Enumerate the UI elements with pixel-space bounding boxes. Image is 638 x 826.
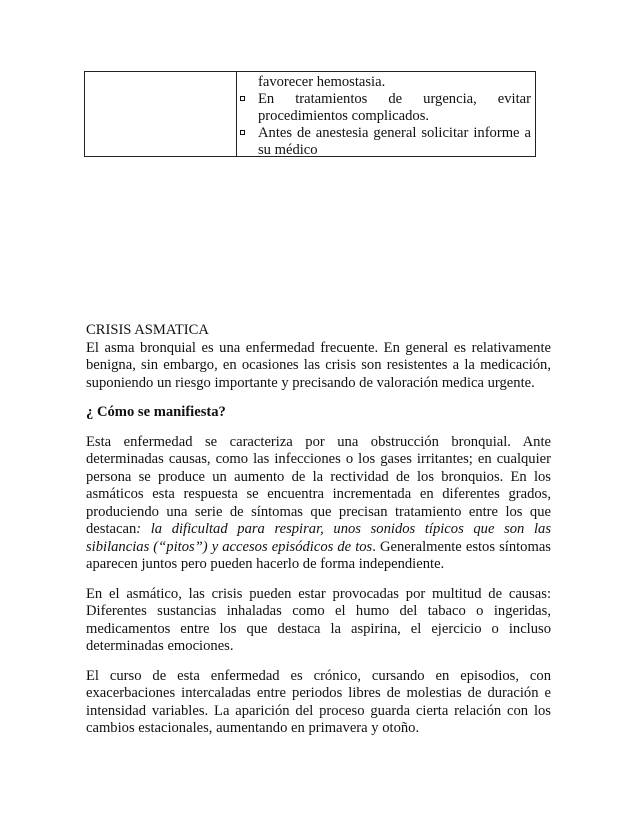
table-continuation-text: favorecer hemostasia. [258, 74, 386, 90]
paragraph-symptoms-end: . Generalmente estos síntomas aparecen juntos pero pueden hacerlo de forma independiente. [86, 538, 551, 572]
paragraph-course: El curso de esta enfermedad es crónico, cursando en episodios, con exacerbaciones intercaladas entre periodos libres de molestias de duración e intensidad variables. La aparición del proceso guarda cierta relación con los cambios estacionales, aumentando en primavera y otoño. [86, 667, 551, 736]
table-bullet-item [240, 91, 531, 125]
section-content [86, 322, 551, 738]
section-title: CRISIS ASMATICA [86, 322, 209, 338]
table-column-divider [236, 72, 237, 156]
subheading: ¿ Cómo se manifiesta? [86, 404, 226, 420]
table-cell-right [240, 74, 531, 159]
paragraph-symptoms [86, 434, 551, 574]
paragraph-symptoms-start: Esta enfermedad se caracteriza por una obstrucción bronquial. Ante determinadas causas, como las infecciones o los gases irritantes; en cualquier persona se produce un aumento de la rectividad de los bronquios. En los asmáticos esta respuesta se encuentra incrementada en diferentes grados, produciendo una serie de síntomas que precisan tratamiento entre los que destacan [86, 433, 551, 537]
table-bullet-text: En tratamientos de urgencia, evitar procedimientos complicados. [258, 91, 531, 124]
paragraph-causes: En el asmático, las crisis pueden estar provocadas por multitud de causas: Diferentes sustancias inhaladas como el humo del tabaco o ingeridas, medicamentos entre los que destaca la aspirina, el ejercicio o incluso determinadas emociones. [86, 585, 551, 654]
table-fragment [84, 71, 536, 157]
intro-paragraph: El asma bronquial es una enfermedad frecuente. En general es relativamente benigna, sin embargo, en ocasiones las crisis son resistentes a la medicación, suponiendo un riesgo importante y precisando de valoración medica urgente. [86, 339, 551, 391]
checkbox-bullet-icon [240, 130, 245, 135]
symptoms-italic-text: : la dificultad para respirar, unos sonidos típicos que son las sibilancias (“pitos”) y accesos episódicos de tos [86, 521, 551, 555]
checkbox-bullet-icon [240, 96, 245, 101]
table-bullet-text: Antes de anestesia general solicitar informe a su médico [258, 125, 531, 158]
table-bullet-item [240, 125, 531, 159]
